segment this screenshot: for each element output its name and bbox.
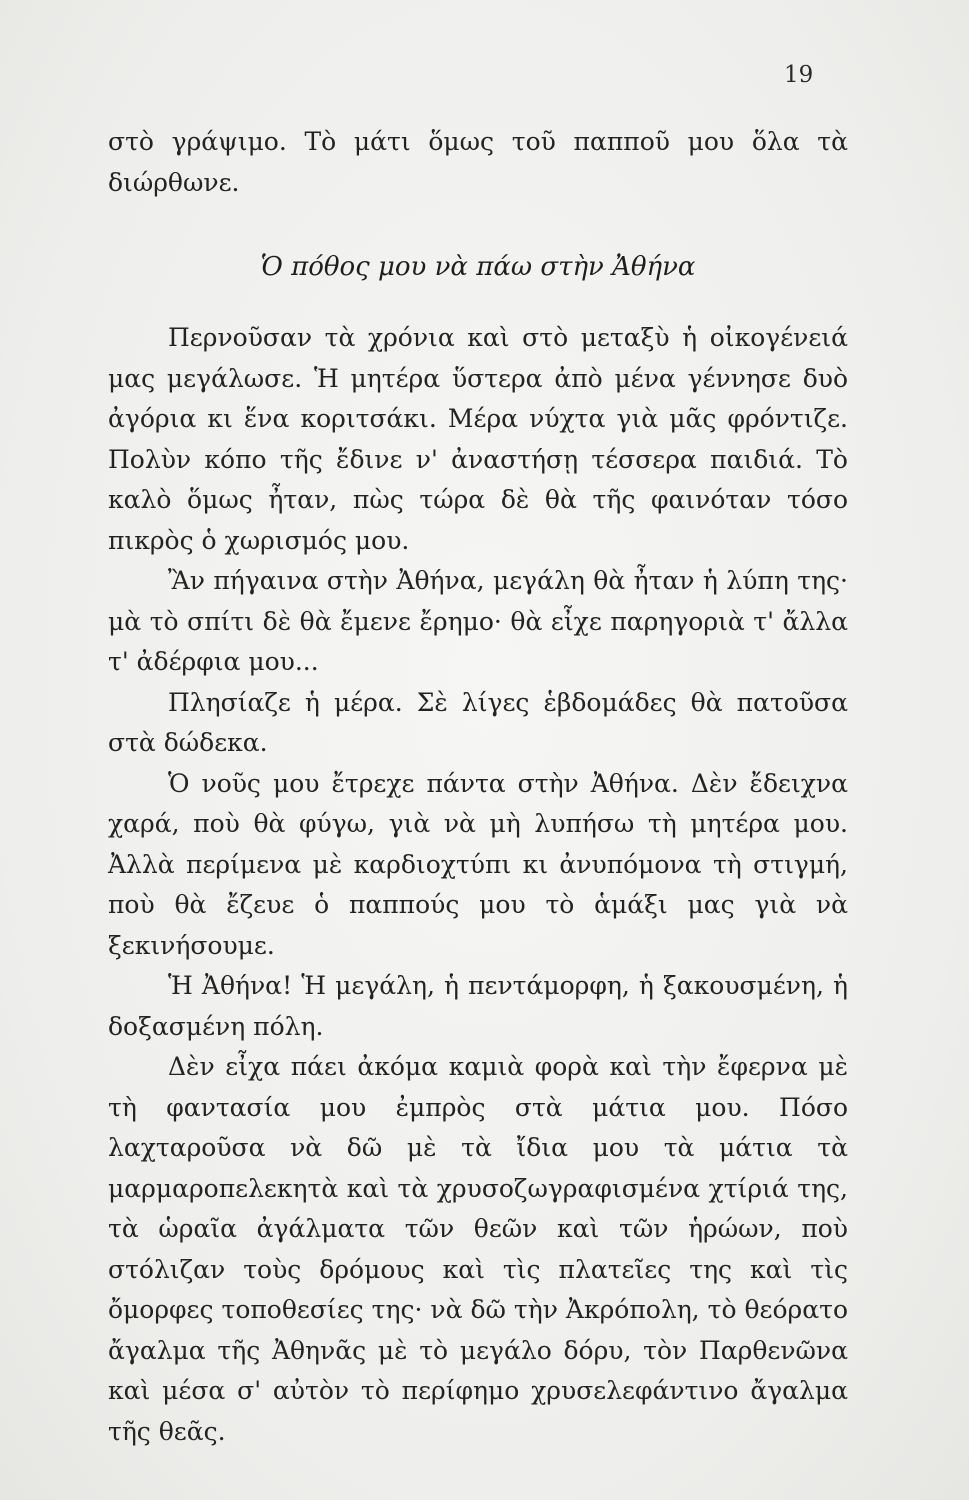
paragraph: Πλησίαζε ἡ μέρα. Σὲ λίγες ἑβδομάδες θὰ πατοῦσα στὰ δώδεκα. bbox=[108, 687, 848, 757]
paragraph: Ἂν πήγαινα στὴν Ἀθήνα, μεγάλη θὰ ἦταν ἡ λύπη της· μὰ τὸ σπίτι δὲ θὰ ἔμενε ἔρημο· θὰ εἶχε παρηγοριὰ τ' ἄλλα τ' ἀδέρφια μου... bbox=[108, 566, 848, 676]
paragraph: Περνοῦσαν τὰ χρόνια καὶ στὸ μεταξὺ ἡ οἰκογένειά μας μεγάλωσε. Ἡ μητέρα ὕστερα ἀπὸ μένα γέννησε δυὸ ἀγόρια κι ἕνα κοριτσάκι. Μέρα νύχτα γιὰ μᾶς φρόντιζε. Πολὺν κόπο τῆς ἔδινε ν' ἀναστήσῃ τέσσερα παιδιά. Τὸ καλὸ ὅμως ἦταν, πὼς τώρα δὲ θὰ τῆς φαινόταν τόσο πικρὸς ὁ χωρισμός μου. bbox=[108, 323, 848, 555]
section-heading: Ὁ πόθος μου νὰ πάω στὴν Ἀθήνα bbox=[260, 252, 696, 282]
paragraph: Ὁ νοῦς μου ἔτρεχε πάντα στὴν Ἀθήνα. Δὲν ἔδειχνα χαρά, ποὺ θὰ φύγω, γιὰ νὰ μὴ λυπήσω τὴ μητέρα μου. Ἀλλὰ περίμενα μὲ καρδιοχτύπι κι ἀνυπόμονα τὴ στιγμή, ποὺ θὰ ἔζευε ὁ παππούς μου τὸ ἁμάξι μας γιὰ νὰ ξεκινήσουμε. bbox=[108, 768, 848, 960]
page-number: 19 bbox=[784, 62, 814, 88]
body-text-block bbox=[108, 318, 848, 1452]
opening-paragraph: στὸ γράψιμο. Τὸ μάτι ὅμως τοῦ παπποῦ μου ὅλα τὰ διώρθωνε. bbox=[108, 127, 848, 197]
opening-text-block bbox=[108, 122, 848, 203]
paragraph: Ἡ Ἀθήνα! Ἡ μεγάλη, ἡ πεντάμορφη, ἡ ξακουσμένη, ἡ δοξασμένη πόλη. bbox=[108, 971, 848, 1041]
paragraph: Δὲν εἶχα πάει ἀκόμα καμιὰ φορὰ καὶ τὴν ἔφερνα μὲ τὴ φαντασία μου ἐμπρὸς στὰ μάτια μου. Πόσο λαχταροῦσα νὰ δῶ μὲ τὰ ἴδια μου τὰ μάτια τὰ μαρμαροπελεκητὰ καὶ τὰ χρυσοζωγραφισμένα χτίριά της, τὰ ὡραῖα ἀγάλματα τῶν θεῶν καὶ τῶν ἡρώων, ποὺ στόλιζαν τοὺς δρόμους καὶ τὶς πλατεῖες της καὶ τὶς ὄμορφες τοποθεσίες της· νὰ δῶ τὴν Ἀκρόπολη, τὸ θεόρατο ἄγαλμα τῆς Ἀθηνᾶς μὲ τὸ μεγάλο δόρυ, τὸν Παρθενῶνα καὶ μέσα σ' αὐτὸν τὸ περίφημο χρυσελεφάντινο ἄγαλμα τῆς θεᾶς. bbox=[108, 1052, 848, 1446]
